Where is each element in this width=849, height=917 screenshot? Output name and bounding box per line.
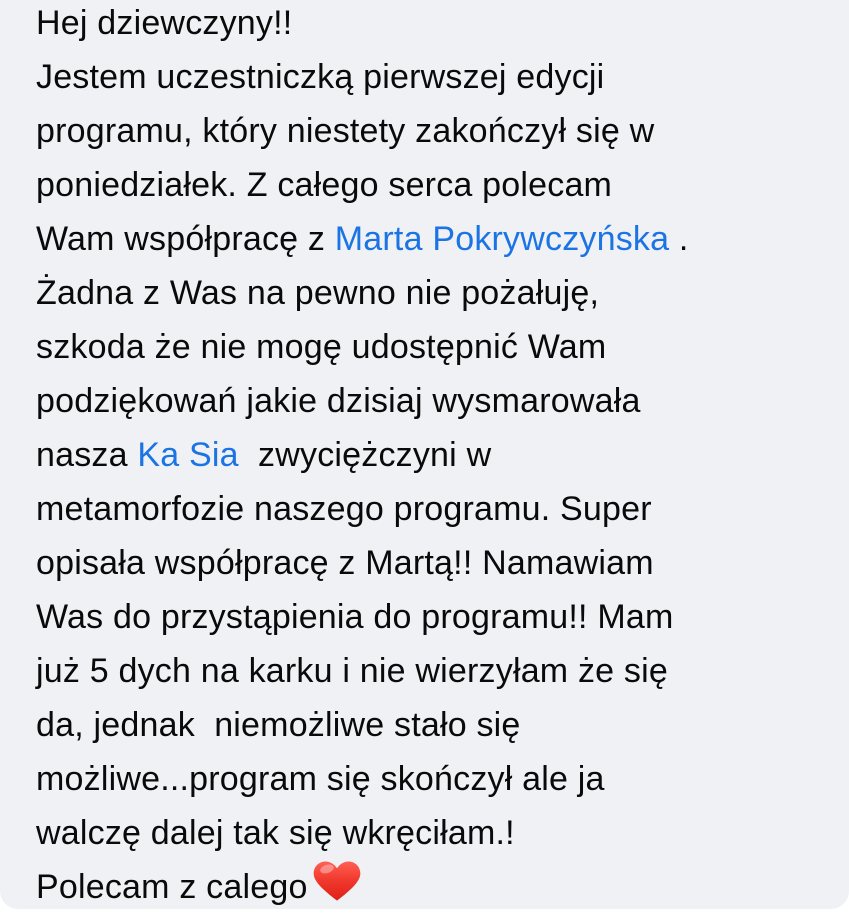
post-line: [36, 0, 849, 50]
post-text-segment: szkoda że nie mogę udostępnić Wam: [36, 328, 607, 366]
profile-link-marta-pokrywczynska[interactable]: Marta Pokrywczyńska: [334, 220, 670, 258]
post-text-segment: Żadna z Was na pewno nie pożałuję,: [36, 274, 600, 312]
post-text-segment: da, jednak niemożliwe stało się: [36, 706, 521, 744]
post-text-segment: Hej dziewczyny!!: [36, 4, 293, 42]
post-text-segment: walczę dalej tak się wkręciłam.!: [36, 814, 515, 852]
post-text-segment: metamorfozie naszego programu. Super: [36, 490, 652, 528]
profile-link-ka-sia[interactable]: Ka Sia: [137, 436, 239, 474]
post-line: [36, 752, 849, 806]
post-text-segment: możliwe...program się skończył ale ja: [36, 760, 605, 798]
post-line: [36, 266, 849, 320]
post-line: [36, 50, 849, 104]
post-text-segment: już 5 dych na karku i nie wierzyłam że się: [36, 652, 668, 690]
post-text-segment: programu, który niestety zakończył się w: [36, 112, 655, 150]
post-line: [36, 536, 849, 590]
post-text-segment: .: [669, 220, 689, 258]
post-text-segment: Jestem uczestniczką pierwszej edycji: [36, 58, 605, 96]
post-line: [36, 644, 849, 698]
post-text-segment: podziękowań jakie dzisiaj wysmarowała: [36, 382, 641, 420]
post-line: [36, 428, 849, 482]
post-text-segment: Wam współpracę z: [36, 220, 335, 258]
post-line: [36, 806, 849, 860]
post-text-segment: Polecam z calego: [36, 868, 308, 906]
post-line: [36, 104, 849, 158]
post-text-segment: Was do przystąpienia do programu!! Mam: [36, 598, 674, 636]
post-line: [36, 482, 849, 536]
post-text-segment: poniedziałek. Z całego serca polecam: [36, 166, 613, 204]
post-line: [36, 698, 849, 752]
red-heart-icon: [313, 860, 361, 904]
post-line: [36, 374, 849, 428]
post-line: [36, 158, 849, 212]
post-text-segment: zwyciężczyni w: [238, 436, 492, 474]
post-line: [36, 320, 849, 374]
post-text-segment: nasza: [36, 436, 138, 474]
post-line: [36, 590, 849, 644]
post-line: [36, 212, 849, 266]
post-text-segment: opisała współpracę z Martą!! Namawiam: [36, 544, 654, 582]
post-line: [36, 860, 849, 914]
